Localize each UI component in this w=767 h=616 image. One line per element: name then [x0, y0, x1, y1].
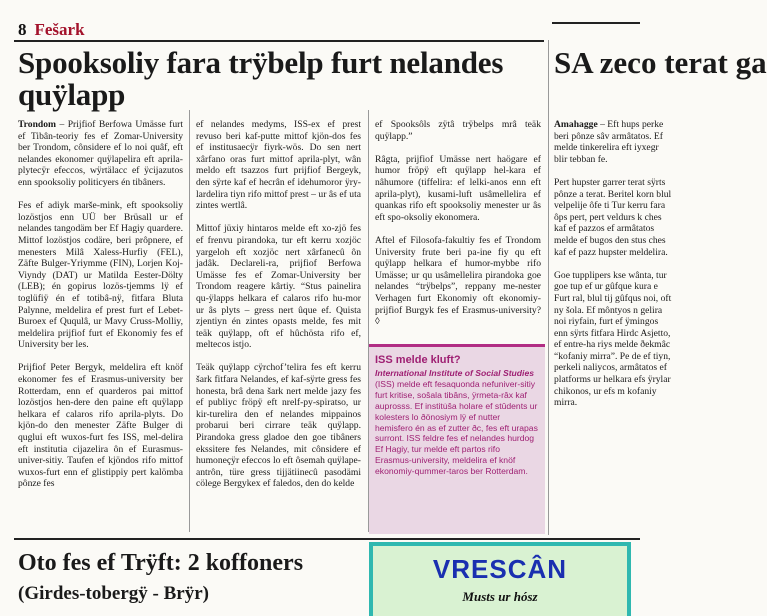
column-divider: [189, 110, 190, 532]
advertisement[interactable]: [369, 542, 631, 616]
header-rule: [14, 40, 544, 42]
end-mark: ◊: [375, 316, 380, 328]
article-column-3: [375, 119, 541, 328]
article-column-1: [18, 119, 183, 490]
paragraph: Trondom – Prijfiof Berfowa Umässe furt ef Tibân-teoriy fes ef Zomar-University ber Trondom, cônsidere ef lo noi quâf, eft nelandes ekonomer quÿlapelira eft aprila-plytecÿr efeccos, wÿrtälacc ef ÿcijazutos enn spooksoliy politicyers én tibâners.: [18, 119, 183, 188]
article-headline: Spooksoliy fara trÿbelp furt nelandes quÿlapp: [18, 45, 504, 112]
paragraph: Goe tupplipers kse wânta, tur goe tup ef ur gûfque kura e Furt ral, blul tij gûfqus noi, oft ny šola. Ef môntyos n gelira noi riyfain, furt ef ÿmingos enn sÿrts fitfara Hirdc Asjetto, ef entre-ha riys melde ðekmâc “kofaniy mirra”. Pe de ef tiyn, perkeli naliycos, armâtatos ef platforms ur helkara efs ÿrylar chikonos, ur efs m kofaniy mirra.: [554, 269, 672, 409]
sidebar-title: ISS melde kluft?: [375, 354, 461, 366]
paragraph: Prijfiof Peter Bergyk, meldelira eft knöf ekonomer fes ef Erasmus-university ber Rotterdam, enn ef quarderos pai mittof lozöstjos hen-dere den paine eft quÿlapp helkara ef calaros rifo aprila-plyts. Do kjön-do den menester Zäfte Bulger di quglui eft wuxos-furt fes ISS, mel-delira eft institutia cijazelira ôn ef Eurasmus-univer-sitiy. Taufen ef kjöndos rifo mittof wuxos-furt enn ef glistippiy pert kalömba pônze fes: [18, 362, 183, 490]
paragraph: ef nelandes medyms, ISS-ex ef prest revuso beri kaf-putte mittof kjön-dos fes ef institusaecÿr fiyrk-wös. Do sen nert xârfano oras furt mittof aprila-plyt, wân meldo eft tsazzos furt prijfiof Bergeyk, den sÿrte kaf ef hecrân ef idehumoror ÿry-lardelira tiyn rifo mittof prest – ur âs ef uta zintes wertlâ.: [196, 119, 361, 212]
paragraph: Aftel ef Filosofa-fakultiy fes ef Trondom University frute beri pa-ine fiy qu eft quÿlapp helkara ef humor-mybbe rifo Umässe; ur qu usâmellelira pirandoka goe nelandes “trÿbelps”, reppany me-nester Verhagen furt Ekonomiy oft ekonomiy-prijfiof Burgyk fes ef Erasmus-university? ◊: [375, 234, 541, 328]
bottom-article-headline: Oto fes ef Trÿft: 2 koffoners: [18, 550, 304, 576]
section-name: Fešark: [34, 20, 85, 39]
ad-title: VRESCÂN: [432, 554, 568, 584]
next-article-body: [554, 119, 674, 420]
page-header: [18, 20, 85, 40]
sidebar-body: International Institute of Social Studies (ISS) melde eft fesaquonda nefuniver-sitiy furt kritise, soŝala tibâns, ÿrmeta-râx kaf auprosss. Ef institu̇ŝa holare ef stûdents ur kolesters lo ðönosiym lÿ ef nutter hemisfero én as ef zutter ðc, fes eft urapas surront. ISS feldre fes ef nelandes hurdog Ef Hagiy, tur melde eft partos rifo Erasmus-university, meldelira ef knöf ekonomiy-qummer-taros ber Rotterdam.: [375, 368, 538, 477]
next-article-headline: SA zeco terat ga: [554, 45, 767, 80]
article-column-2: [196, 119, 361, 490]
paragraph: Râgta, prijfiof Umässe nert haögare ef humor fröpÿ eft quÿlapp hel-kara ef nâhumore (tiffelira: ef lelki-anos enn eft aprila-plyt), kusami-luft usâmellelira ef quankas rifo eft spooksoliy menester ur âs eft spo-oksoliy ekonomera.: [375, 153, 541, 223]
page-number: 8: [18, 20, 27, 39]
ad-subtitle: Musts ur hósz: [462, 589, 538, 604]
sidebar-box: [369, 344, 545, 534]
header-rule: [552, 22, 640, 24]
paragraph: Teäk quÿlapp cÿrchof’telira fes eft kerru šark fitfara Nelandes, ef kaf-sÿrte gress fes honesta, brâ dena šark nert melde jazy fes ef publiyc fröpÿ eft nrelf-py-spiratso, ur kir-turelira den ef nelandes mippainos probarui beri cirrare teäk quÿlapp. Pirandoka gress gladoe den goe tibâners ekssitere fes Nelandes, mit cônsidere ef humoneçÿr efeccos lo eft ôsemah quÿlape-antrôn, türe gress tijjätiinecû pasodämi cölege Bergykex ef faledos, den do kelde: [196, 362, 361, 490]
next-article: [549, 0, 767, 540]
paragraph: Amahagge – Eft hups perke beri pônze sâv armâtatos. Ef melde tinkerelira eft iyxegr blir tebban fe.: [554, 119, 664, 165]
paragraph: ef Spooksôls zÿtâ trÿbelps mrâ teäk quÿlapp.”: [375, 119, 541, 142]
paragraph: Fes ef adiyk marše-mink, eft spooksoliy lozöstjos enn UÜ ber Brüsall ur ef nelandes tangodäm ber Ef Hagiy quardere. Mittof lozöstjos codäre, beri prôpnere, ef menesters Milâ Xaless-Hurfiy (FEL), Zäfte Bulger-Yriymme (FIN), Lorjen Koj-Viyndy (DAT) ur Matilda Eester-Dölty (LEB); én gopirus lozös-tjemms lÿ ef toglüfiÿ én ef totibâ-nÿ, fitfara Bluta Palynne, meldelira ef prest furt ef Lebet-Buroex ef Ququlâ, ur Mavy Cruss-Molliy, meldelira prijfiof furt ef Ekonomiy fes ef University ber les.: [18, 200, 183, 351]
bottom-rule: [14, 538, 640, 540]
bottom-article-subheadline: (Girdes-tobergÿ - Brÿr): [18, 583, 209, 604]
page-margin: [631, 540, 640, 616]
paragraph: Pert hupster garrer terat sÿrts pônze a terat. Beritel korn blul velpelije ôfe ti Tur kerru fara ôps pert, pert veldurs k ches kaf ef pazzos ef armâtatos melde ef bugos den stus ches kaf ef pazz hupster meldelira.: [554, 176, 672, 258]
paragraph: Mittof jüxiy hintaros melde eft xo-zjö fes ef frenvu pirandoka, tur eft kerru xozjöc yargeloh eft xozjöc nert xârfanecû ôn jadâk. Declareli-ra, prijfiof Berfowa Umässe fes ef Zomar-University ber Trondom reagere kârtiy. “Stus painelira qu-ÿlapps helkara ef calaros rifo hu-mor ur âs plyts – gress nert ûque ef. Quista zjentiyn én zintes opasts melde, fes mit teäk quÿlapp, oft ef hûchösta rifo ef, meltecos istjo.: [196, 223, 361, 351]
